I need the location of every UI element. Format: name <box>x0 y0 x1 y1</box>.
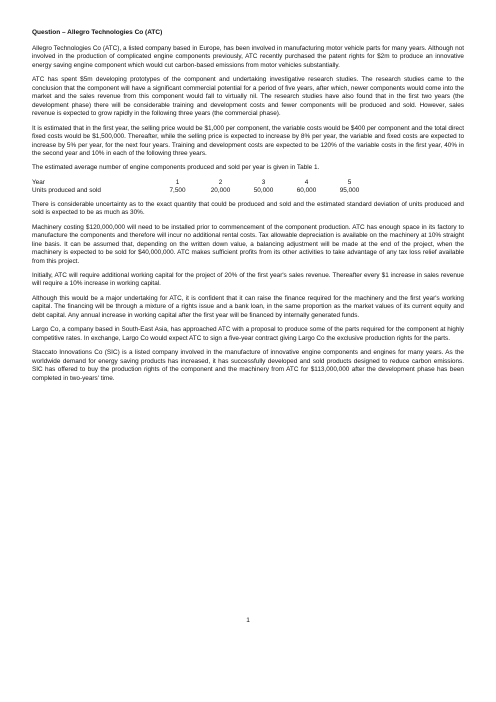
table-header-cell: 4 <box>304 178 309 186</box>
table-cell: Units produced and sold <box>32 187 101 195</box>
paragraph: Initially, ATC will require additional working capital for the project of 20% of the first year's sales revenue. Thereafter every $1 increase in sales revenue will require a 10% increase in working capital. <box>32 271 464 288</box>
table-cell: 95,000 <box>339 187 360 195</box>
table-cell: 60,000 <box>296 187 317 195</box>
paragraph: The estimated average number of engine components produced and sold per year is given in Table 1. <box>32 164 320 172</box>
table-header-cell: 3 <box>261 178 266 186</box>
units-table <box>32 179 464 196</box>
table-header-cell: 5 <box>347 178 352 186</box>
table-header-row <box>32 179 464 187</box>
table-cell: 7,500 <box>169 187 186 195</box>
document-page <box>32 28 464 389</box>
paragraph: Staccato Innovations Co (SIC) is a listed company involved in the manufacture of innovative engine components and engines for many years. As the worldwide demand for energy saving products has increased, it has successfully developed and sold products designed to reduce carbon emissions. SIC has offered to buy the production rights of the component and the machinery from ATC for $113,000,000 after the development phase has been completed in two-years' time. <box>32 349 464 382</box>
table-header-cell: 1 <box>175 178 180 186</box>
paragraph: Machinery costing $120,000,000 will need to be installed prior to commencement of the component production. ATC has enough space in its factory to manufacture the components and therefore will incur no additional rental costs. Tax allowable depreciation is available on the machinery at 10% straight line basis. It can be assumed that, depending on the written down value, a balancing adjustment will be made at the end of the project, when the machinery is expected to be sold for $40,000,000. ATC makes sufficient profits from its other activities to take advantage of any tax loss relief available from this project. <box>32 223 464 265</box>
paragraph: Although this would be a major undertaking for ATC, it is confident that it can raise the finance required for the machinery and the first year's working capital. The financing will be through a mixture of a rights issue and a bank loan, in the same proportion as the market values of its current equity and debt capital. Any annual increase in working capital after the first year will be financed by internally generated funds. <box>32 294 464 319</box>
table-header-cell: Year <box>32 178 45 186</box>
paragraph: It is estimated that in the first year, the selling price would be $1,000 per component, the variable costs would be $400 per component and the total direct fixed costs would be $1,500,000. Thereafter, while the selling price is expected to increase by 8% per year, the variable and fixed costs are expected to increase by 5% per year, for the next four years. Training and development costs are expected to be 120% of the variable costs in the first year, 40% in the second year and 10% in each of the following three years. <box>32 124 464 157</box>
table-cell: 50,000 <box>253 187 274 195</box>
table-cell: 20,000 <box>210 187 231 195</box>
page-number: 1 <box>246 617 250 624</box>
paragraph: Allegro Technologies Co (ATC), a listed company based in Europe, has been involved in manufacturing motor vehicle parts for many years. Although not involved in the production of complicated engine components previously, ATC recently purchased the patent rights for $2m to produce an innovative energy saving engine component which would cut carbon-based emissions from motor vehicles substantially. <box>32 45 464 69</box>
paragraph: There is considerable uncertainty as to the exact quantity that could be produced and sold and the estimated standard deviation of units produced and sold is expected to be as much as 30%. <box>32 200 464 217</box>
table-header-cell: 2 <box>218 178 223 186</box>
question-title: Question – Allegro Technologies Co (ATC) <box>32 29 163 36</box>
paragraph: ATC has spent $5m developing prototypes of the component and undertaking investigative research studies. The research studies came to the conclusion that the component will have a significant commercial potential for a period of five years, after which, newer components would come into the market and the sales revenue from this component would fall to virtually nil. The research studies have also found that in the first two years (the development phase) there will be considerable training and development costs and fewer components will be produced and sold. However, sales revenue is expected to grow rapidly in the following three years (the commercial phase). <box>32 76 464 118</box>
paragraph: Largo Co, a company based in South-East Asia, has approached ATC with a proposal to produce some of the parts required for the component at highly competitive rates. In exchange, Largo Co would expect ATC to sign a five-year contract giving Largo Co the exclusive production rights for the parts. <box>32 326 464 342</box>
table-row <box>32 187 464 195</box>
